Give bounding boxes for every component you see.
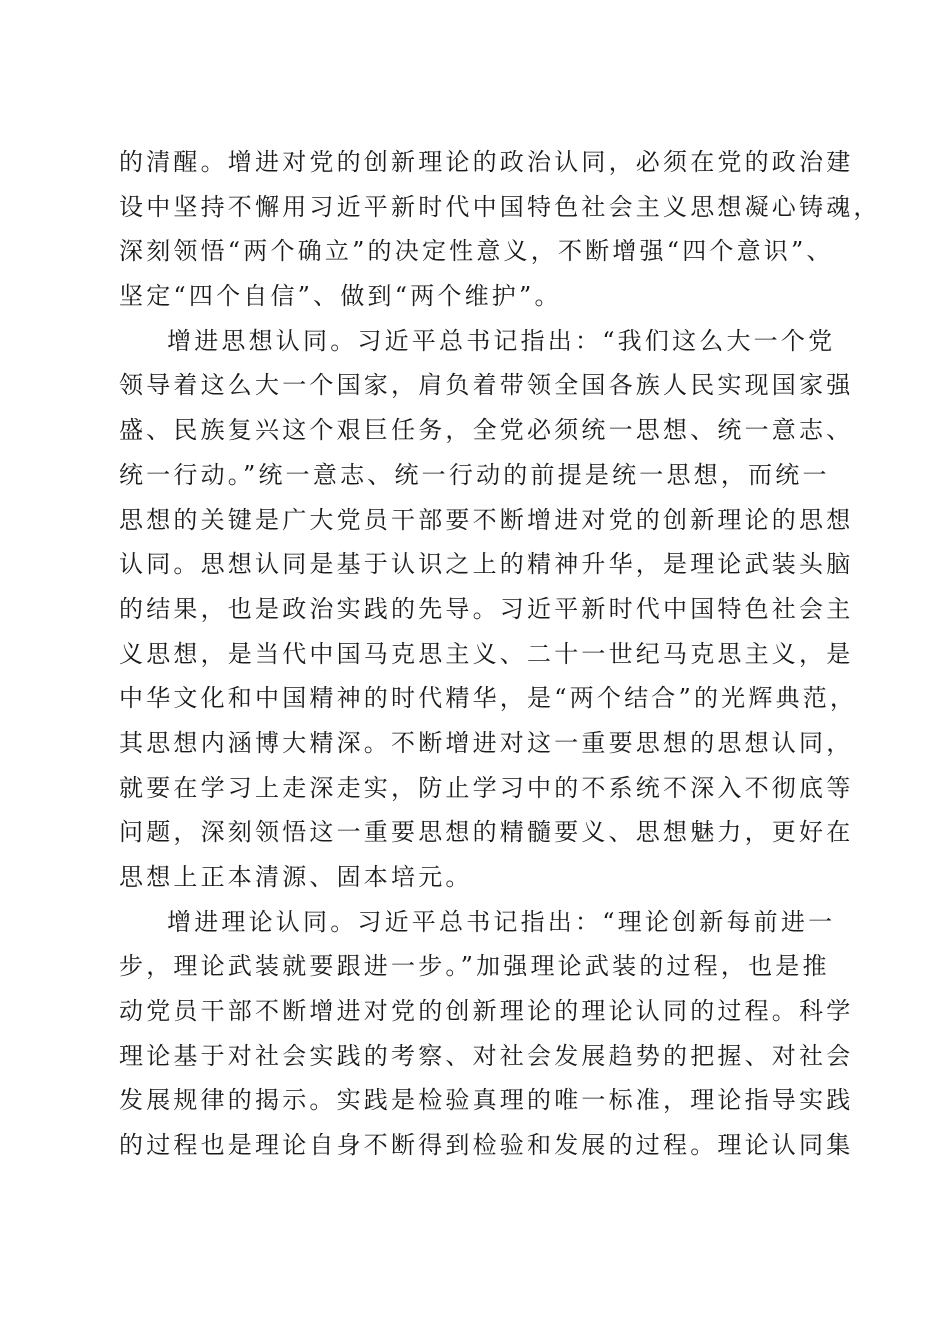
text-line: 问题，深刻领悟这一重要思想的精髓要义、思想魅力，更好在 <box>119 818 854 847</box>
text-line: 的清醒。增进对党的创新理论的政治认同，必须在党的政治建 <box>119 148 854 176</box>
text-line: 其思想内涵博大精深。不断增进对这一重要思想的思想认同， <box>119 728 854 757</box>
text-line: 统一行动。”统一意志、统一行动的前提是统一思想，而统一 <box>119 460 830 489</box>
paragraph-start-line: 增进理论认同。习近平总书记指出：“理论创新每前进一 <box>167 907 836 936</box>
text-line: 理论基于对社会实践的考察、对社会发展趋势的把握、对社会 <box>119 1041 854 1070</box>
text-line: 盛、民族复兴这个艰巨任务，全党必须统一思想、统一意志、 <box>119 416 854 445</box>
text-line: 思想上正本清源、固本培元。 <box>119 863 473 891</box>
text-line: 中华文化和中国精神的时代精华，是“两个结合”的光辉典范， <box>119 684 858 713</box>
text-line: 就要在学习上走深走实，防止学习中的不系统不深入不彻底等 <box>119 773 854 802</box>
text-line: 思想的关键是广大党员干部要不断增进对党的创新理论的思想 <box>119 505 854 534</box>
text-line: 发展规律的揭示。实践是检验真理的唯一标准，理论指导实践 <box>119 1086 854 1115</box>
text-line: 步，理论武装就要跟进一步。”加强理论武装的过程，也是推 <box>119 952 830 981</box>
text-line: 的过程也是理论自身不断得到检验和发展的过程。理论认同集 <box>119 1131 854 1160</box>
text-line: 的结果，也是政治实践的先导。习近平新时代中国特色社会主 <box>119 594 854 623</box>
text-line: 坚定“四个自信”、做到“两个维护”。 <box>119 282 562 311</box>
text-line: 认同。思想认同是基于认识之上的精神升华，是理论武装头脑 <box>119 550 854 579</box>
text-line: 设中坚持不懈用习近平新时代中国特色社会主义思想凝心铸魂， <box>119 192 881 221</box>
text-line: 深刻领悟“两个确立”的决定性意义，不断增强“四个意识”、 <box>119 237 834 266</box>
text-line: 领导着这么大一个国家，肩负着带领全国各族人民实现国家强 <box>119 371 854 400</box>
paragraph-start-line: 增进思想认同。习近平总书记指出：“我们这么大一个党 <box>167 326 836 355</box>
body-text <box>119 140 881 1168</box>
text-line: 义思想，是当代中国马克思主义、二十一世纪马克思主义，是 <box>119 639 854 668</box>
text-line: 动党员干部不断增进对党的创新理论的理论认同的过程。科学 <box>119 997 854 1026</box>
